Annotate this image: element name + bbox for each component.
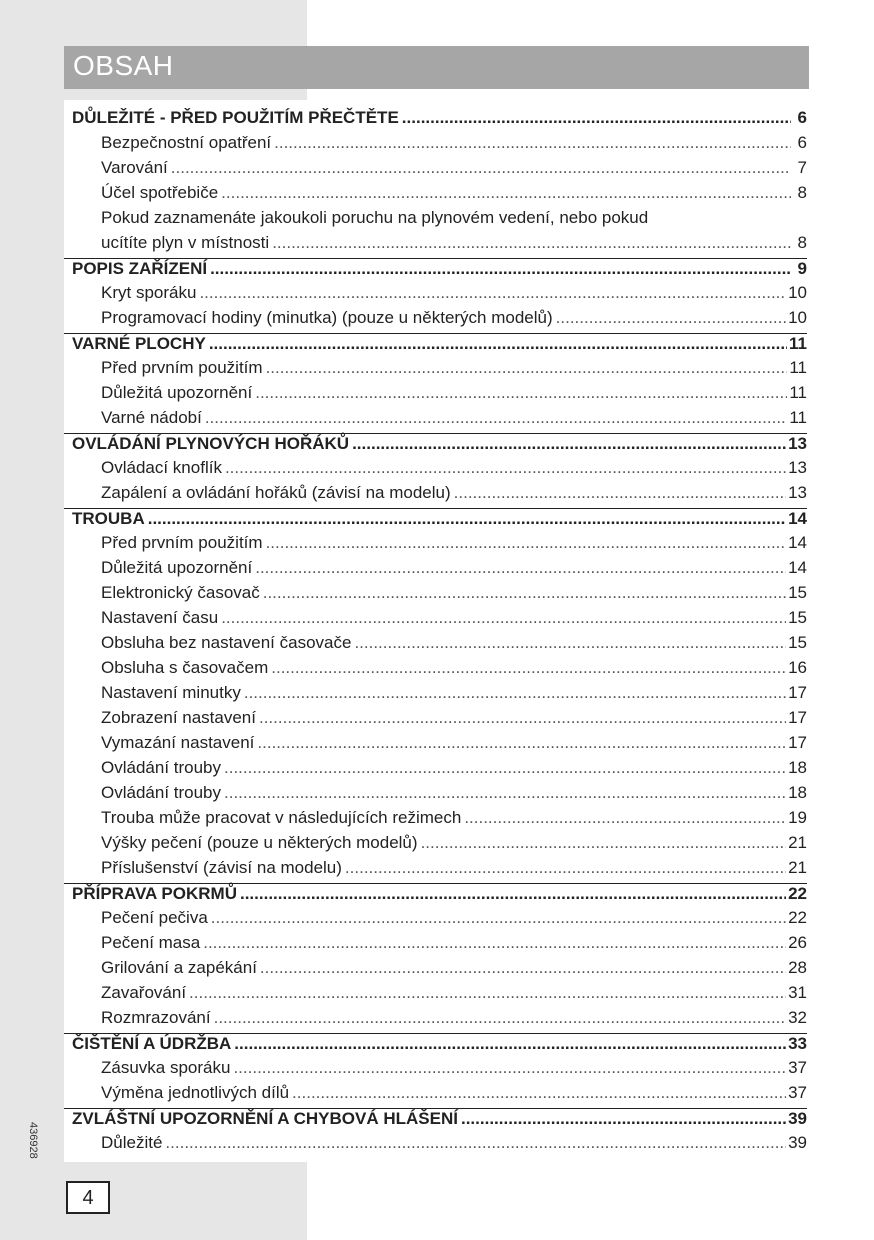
document-code: 436928 [27,1122,39,1159]
toc-dot-leader [165,1133,786,1153]
toc-page-number: 15 [788,608,807,627]
toc-section-entry[interactable] [64,658,807,683]
toc-page-number: 39 [788,1109,807,1128]
toc-section-entry[interactable] [64,908,807,933]
toc-page-number: 13 [788,483,807,502]
toc-dot-leader [402,108,791,128]
toc-page-number: 9 [797,259,807,278]
toc-entry-label: Ovládání trouby [101,783,222,802]
toc-entry-label: Varování [101,158,168,177]
toc-page-number: 6 [797,133,807,152]
toc-dot-leader [255,383,787,403]
toc-entry-label: Důležité [101,1133,163,1152]
toc-page-number: 17 [788,733,807,752]
toc-entry-label: Kryt sporáku [101,283,197,302]
toc-section-entry[interactable] [64,958,807,983]
toc-page-number: 14 [788,509,807,528]
toc-section-entry[interactable] [64,308,807,333]
toc-section-entry[interactable] [64,608,807,633]
toc-section-entry[interactable] [64,233,807,258]
toc-entry-label: Zobrazení nastavení [101,708,256,727]
toc-entry-label: TROUBA [72,509,145,528]
toc-dot-leader [189,983,786,1003]
toc-entry-label: Elektronický časovač [101,583,260,602]
toc-entry-label: Grilování a zapékání [101,958,257,977]
toc-dot-leader [345,858,786,878]
toc-entry-label: Důležitá upozornění [101,383,253,402]
toc-dot-leader [214,1008,786,1028]
toc-chapter-entry[interactable] [64,108,807,133]
toc-section-entry[interactable] [64,1083,807,1108]
toc-entry-label: Výšky pečení (pouze u některých modelů) [101,833,418,852]
toc-page-number: 7 [797,158,807,177]
toc-entry-label: Zásuvka sporáku [101,1058,231,1077]
toc-dot-leader [148,509,786,529]
toc-entry-label: Před prvním použitím [101,533,263,552]
toc-dot-leader [199,283,786,303]
toc-dot-leader [221,183,791,203]
toc-page-number: 15 [788,633,807,652]
toc-dot-leader [274,133,791,153]
header-bar [64,46,809,89]
toc-dot-leader [257,733,786,753]
toc-section-entry[interactable] [64,358,807,383]
toc-entry-label: Nastavení času [101,608,219,627]
toc-dot-leader [224,783,786,803]
toc-entry-label: Ovládání trouby [101,758,222,777]
toc-section-entry[interactable] [64,583,807,608]
toc-chapter-entry[interactable] [64,1033,807,1058]
toc-page-number: 18 [788,758,807,777]
page-title: OBSAH [73,50,174,81]
toc-dot-leader [260,958,786,978]
toc-section-entry[interactable] [64,1058,807,1083]
toc-dot-leader [203,933,786,953]
toc-section-entry[interactable] [64,708,807,733]
toc-chapter-entry[interactable] [64,333,807,358]
toc-dot-leader [211,908,786,928]
toc-entry-label: Obsluha s časovačem [101,658,269,677]
toc-section-entry[interactable] [64,383,807,408]
toc-page-number: 37 [788,1058,807,1077]
toc-dot-leader [210,259,791,279]
toc-page-number: 14 [788,558,807,577]
toc-entry-label: PŘÍPRAVA POKRMŮ [72,884,237,903]
toc-entry-label: Pečení pečiva [101,908,208,927]
toc-entry-label: OVLÁDÁNÍ PLYNOVÝCH HOŘÁKŮ [72,434,350,453]
toc-page-number: 37 [788,1083,807,1102]
toc-page-number: 13 [788,458,807,477]
toc-dot-leader [292,1083,786,1103]
toc-section-entry[interactable] [64,208,807,233]
toc-section-entry[interactable] [64,533,807,558]
toc-page-number: 10 [788,283,807,302]
toc-section-entry[interactable] [64,558,807,583]
toc-entry-label: Bezpečnostní opatření [101,133,272,152]
toc-section-entry[interactable] [64,133,807,158]
toc-dot-leader [209,334,787,354]
toc-entry-label: ZVLÁŠTNÍ UPOZORNĚNÍ A CHYBOVÁ HLÁŠENÍ [72,1109,458,1128]
toc-section-entry[interactable] [64,183,807,208]
toc-entry-label: Výměna jednotlivých dílů [101,1083,290,1102]
toc-chapter-entry[interactable] [64,433,807,458]
toc-entry-label: Zapálení a ovládání hořáků (závisí na modelu) [101,483,451,502]
toc-section-entry[interactable] [64,458,807,483]
toc-section-entry[interactable] [64,833,807,858]
toc-section-entry[interactable] [64,1008,807,1033]
toc-page-number: 15 [788,583,807,602]
toc-dot-leader [266,358,788,378]
toc-section-entry[interactable] [64,758,807,783]
toc-dot-leader [263,583,786,603]
toc-dot-leader [225,458,786,478]
toc-dot-leader [171,158,791,178]
toc-page-number: 19 [788,808,807,827]
toc-entry-label: Pečení masa [101,933,201,952]
toc-page-number: 22 [788,908,807,927]
toc-section-entry[interactable] [64,808,807,833]
toc-chapter-entry[interactable] [64,1108,807,1133]
toc-section-entry[interactable] [64,783,807,808]
toc-section-entry[interactable] [64,408,807,433]
toc-entry-label: Příslušenství (závisí na modelu) [101,858,342,877]
toc-entry-label: DŮLEŽITÉ - PŘED POUŽITÍM PŘEČTĚTE [72,108,399,127]
toc-entry-label: Před prvním použitím [101,358,263,377]
toc-section-entry[interactable] [64,1133,807,1158]
toc-dot-leader [266,533,787,553]
toc-page-number: 11 [789,383,807,402]
toc-page-number: 32 [788,1008,807,1027]
toc-page-number: 22 [788,884,807,903]
toc-dot-leader [272,233,791,253]
toc-page-number: 26 [788,933,807,952]
toc-page-number: 39 [788,1133,807,1152]
toc-entry-label: Zavařování [101,983,187,1002]
page-number: 4 [66,1181,110,1214]
toc-section-entry[interactable] [64,733,807,758]
toc-page-number: 16 [788,658,807,677]
toc-chapter-entry[interactable] [64,258,807,283]
toc-section-entry[interactable] [64,283,807,308]
toc-page-number: 11 [789,408,807,427]
toc-page-number: 14 [788,533,807,552]
toc-page-number: 13 [788,434,807,453]
toc-dot-leader [352,434,786,454]
toc-entry-label: Obsluha bez nastavení časovače [101,633,352,652]
toc-dot-leader [461,1109,786,1129]
toc-dot-leader [234,1034,786,1054]
toc-dot-leader [354,633,786,653]
toc-entry-label: Důležitá upozornění [101,558,253,577]
toc-section-entry[interactable] [64,158,807,183]
toc-dot-leader [233,1058,786,1078]
toc-section-entry[interactable] [64,683,807,708]
toc-entry-label: Rozmrazování [101,1008,211,1027]
toc-entry-label: Varné nádobí [101,408,202,427]
toc-dot-leader [271,658,786,678]
toc-page-number: 31 [788,983,807,1002]
toc-entry-label: Nastavení minutky [101,683,241,702]
toc-chapter-entry[interactable] [64,508,807,533]
toc-page-number: 10 [788,308,807,327]
toc-entry-label: Ovládací knoflík [101,458,222,477]
toc-page-number: 21 [788,833,807,852]
toc-entry-label: Vymazání nastavení [101,733,255,752]
toc-entry-label: Trouba může pracovat v následujících režimech [101,808,462,827]
toc-page-number: 21 [788,858,807,877]
toc-entry-label: Účel spotřebiče [101,183,219,202]
toc-dot-leader [221,608,786,628]
toc-entry-label: VARNÉ PLOCHY [72,334,206,353]
bottom-gray-panel [0,1162,307,1240]
toc-dot-leader [464,808,786,828]
toc-entry-label: POPIS ZAŘÍZENÍ [72,259,208,278]
toc-entry-label: ČIŠTĚNÍ A ÚDRŽBA [72,1034,232,1053]
toc-page-number: 8 [797,183,807,202]
toc-page-number: 17 [788,708,807,727]
toc-dot-leader [240,884,786,904]
toc-entry-label: ucítíte plyn v místnosti [101,233,270,252]
toc-page-number: 6 [797,108,807,127]
toc-page-number: 11 [789,334,807,353]
toc-chapter-entry[interactable] [64,883,807,908]
toc-page-number: 8 [797,233,807,252]
toc-dot-leader [244,683,786,703]
toc-dot-leader [259,708,786,728]
toc-dot-leader [556,308,786,328]
toc-dot-leader [224,758,786,778]
toc-dot-leader [454,483,786,503]
toc-section-entry[interactable] [64,983,807,1008]
toc-section-entry[interactable] [64,633,807,658]
toc-entry-label: Pokud zaznamenáte jakoukoli poruchu na plynovém vedení, nebo pokud [101,208,649,227]
toc-page-number: 33 [788,1034,807,1053]
table-of-contents [64,108,807,1158]
toc-section-entry[interactable] [64,483,807,508]
toc-dot-leader [421,833,787,853]
toc-dot-leader [205,408,788,428]
toc-page-number: 17 [788,683,807,702]
toc-entry-label: Programovací hodiny (minutka) (pouze u některých modelů) [101,308,553,327]
toc-section-entry[interactable] [64,858,807,883]
toc-page-number: 28 [788,958,807,977]
toc-page-number: 18 [788,783,807,802]
toc-dot-leader [255,558,786,578]
toc-page-number: 11 [789,358,807,377]
toc-section-entry[interactable] [64,933,807,958]
